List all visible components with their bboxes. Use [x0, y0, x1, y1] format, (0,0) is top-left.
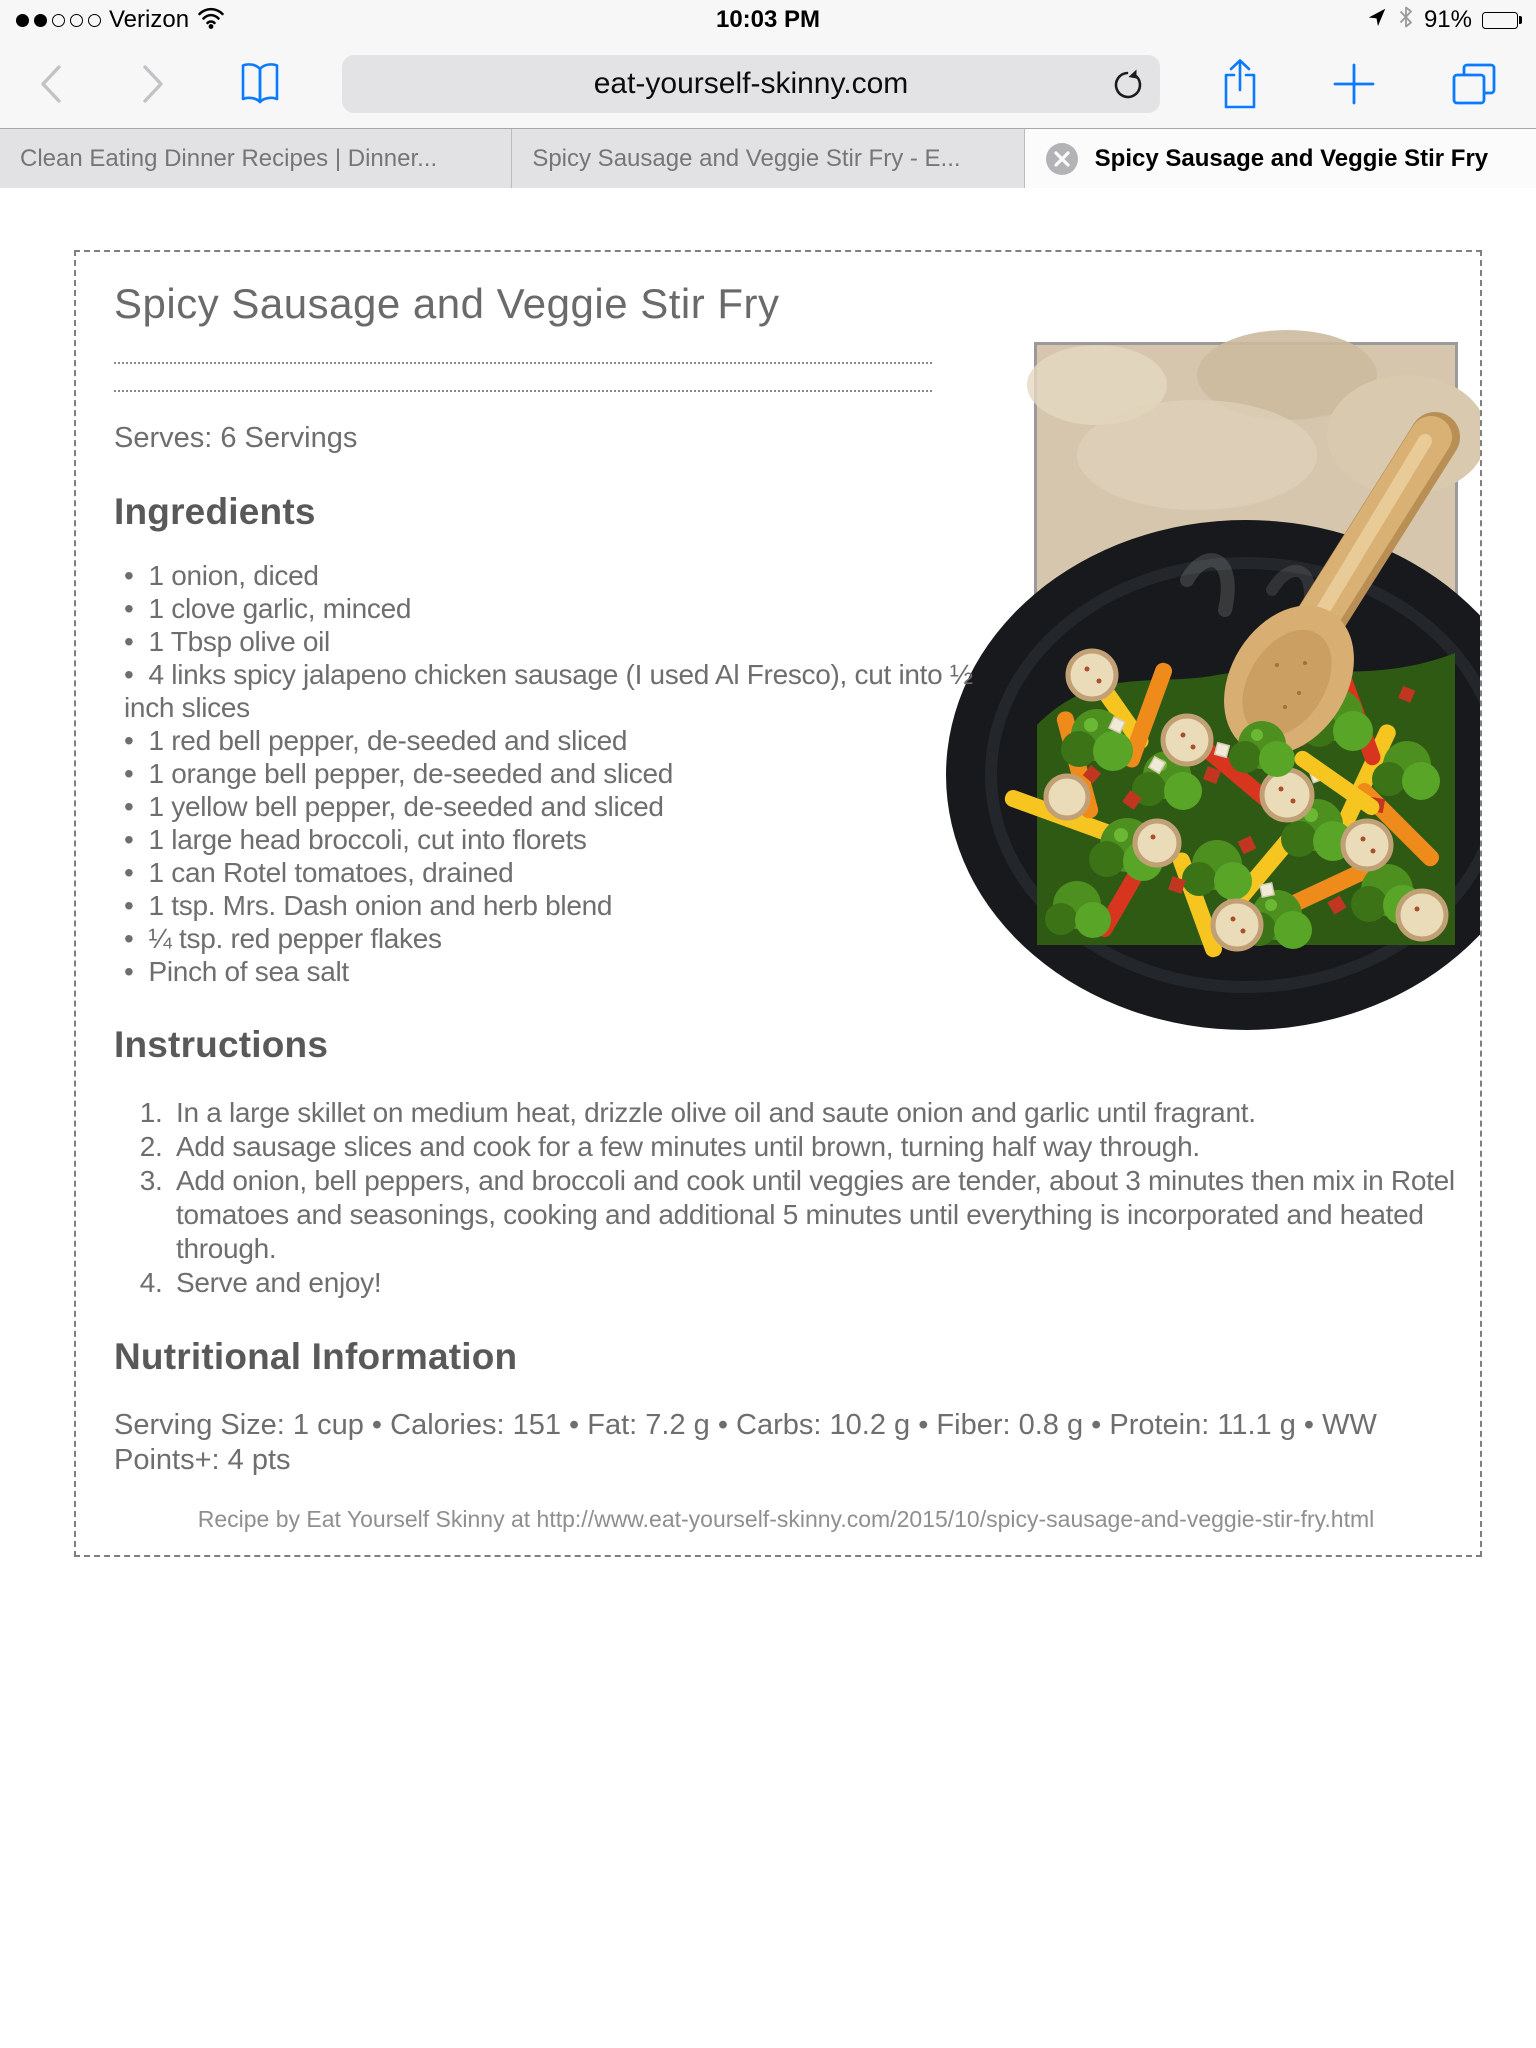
- clock-label: 10:03 PM: [715, 6, 821, 33]
- recipe-source-line: Recipe by Eat Yourself Skinny at http://www.eat-yourself-skinny.com/2015/10/spicy-sausage-and-veggie-stir-fry.html: [197, 1506, 1375, 1532]
- tab-bar: [0, 128, 1536, 188]
- ingredient-item: • 1 yellow bell pepper, de-seeded and sliced: [124, 790, 1458, 823]
- ingredient-item: • 1 large head broccoli, cut into florets: [124, 823, 1458, 856]
- ingredient-item: • 1 onion, diced: [124, 559, 1458, 592]
- ingredient-item: • 1 tsp. Mrs. Dash onion and herb blend: [124, 889, 1458, 922]
- tab-title: Spicy Sausage and Veggie Stir Fry: [1094, 144, 1489, 172]
- battery-percent-label: 91%: [1423, 6, 1472, 33]
- ingredient-item: • 1 red bell pepper, de-seeded and sliced: [124, 724, 1458, 757]
- new-tab-button[interactable]: [1332, 62, 1376, 106]
- ingredient-item: • 1 can Rotel tomatoes, drained: [124, 856, 1458, 889]
- reload-button[interactable]: [1110, 68, 1144, 107]
- carrier-label: Verizon: [109, 6, 190, 33]
- browser-tab[interactable]: [0, 129, 512, 188]
- instructions-heading: Instructions: [114, 1024, 329, 1065]
- nutrition-heading: Nutritional Information: [114, 1336, 518, 1377]
- ingredients-heading: Ingredients: [114, 491, 316, 532]
- close-tab-icon[interactable]: [1045, 142, 1079, 176]
- share-button[interactable]: [1220, 58, 1260, 110]
- instruction-step: 1. In a large skillet on medium heat, drizzle olive oil and saute onion and garlic until fragrant.: [170, 1096, 1458, 1130]
- tab-title: Spicy Sausage and Veggie Stir Fry - E...: [532, 144, 961, 172]
- status-bar: [0, 0, 1536, 40]
- url-text: eat-yourself-skinny.com: [593, 67, 909, 100]
- ingredient-item: • 1 orange bell pepper, de-seeded and sliced: [124, 757, 1458, 790]
- serves-line: Serves: 6 Servings: [114, 422, 358, 454]
- browser-tab[interactable]: [1025, 129, 1536, 188]
- page-title: Spicy Sausage and Veggie Stir Fry: [114, 280, 780, 327]
- recipe-card: [74, 250, 1482, 1557]
- ingredient-item: • 1 clove garlic, minced: [124, 592, 1458, 625]
- browser-tab[interactable]: [512, 129, 1024, 188]
- back-button[interactable]: [38, 63, 64, 105]
- title-separator: [114, 362, 932, 392]
- nutrition-line: Serving Size: 1 cup • Calories: 151 • Fat: 7.2 g • Carbs: 10.2 g • Fiber: 0.8 g • Protein: 11.1 g • WW Points+: 4 pts: [114, 1409, 1377, 1476]
- ingredient-item: • 1 Tbsp olive oil: [124, 625, 1458, 658]
- web-page: [0, 250, 1536, 1557]
- bookmarks-button[interactable]: [236, 61, 284, 107]
- instruction-step: 3. Add onion, bell peppers, and broccoli and cook until veggies are tender, about 3 minutes then mix in Rotel tomatoes and seasonings, cooking and additional 5 minutes until everything is incorporated and heated through.: [170, 1164, 1458, 1266]
- ingredient-item: • 4 links spicy jalapeno chicken sausage (I used Al Fresco), cut into ½ inch slices: [124, 658, 1458, 724]
- recipe-photo: [1034, 342, 1458, 948]
- tab-title: Clean Eating Dinner Recipes | Dinner...: [20, 144, 438, 172]
- instruction-step: 4. Serve and enjoy!: [170, 1266, 1458, 1300]
- forward-button[interactable]: [140, 63, 166, 105]
- ingredient-item: • ¼ tsp. red pepper flakes: [124, 922, 1458, 955]
- safari-toolbar: [0, 40, 1536, 128]
- instruction-step: 2. Add sausage slices and cook for a few minutes until brown, turning half way through.: [170, 1130, 1458, 1164]
- instructions-list: [114, 1096, 1458, 1300]
- tab-overview-button[interactable]: [1450, 61, 1498, 107]
- url-field[interactable]: [342, 55, 1160, 113]
- ingredient-item: • Pinch of sea salt: [124, 955, 1458, 988]
